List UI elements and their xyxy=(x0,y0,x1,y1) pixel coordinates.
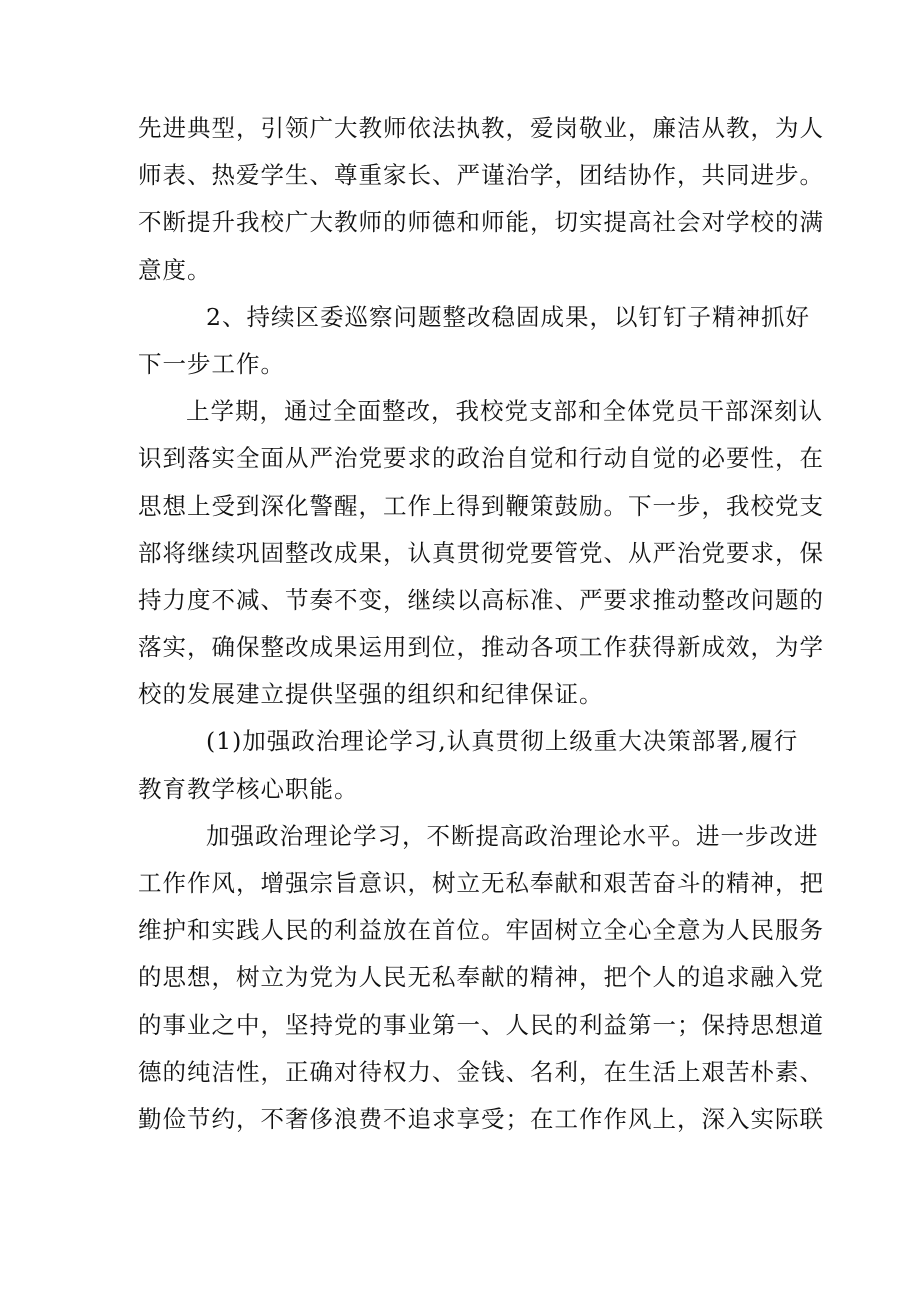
text-line: 勤俭节约，不奢侈浪费不追求享受；在工作作风上，深入实际联 xyxy=(138,1104,824,1133)
text-line: 的事业之中，坚持党的事业第一、人民的利益第一；保持思想道 xyxy=(138,1010,824,1039)
text-line: 落实，确保整改成果运用到位，推动各项工作获得新成效，为学 xyxy=(138,633,824,662)
subsection-heading-line: 教育教学核心职能。 xyxy=(138,774,359,803)
subsection-heading-line: (1)加强政治理论学习,认真贯彻上级重大决策部署,履行 xyxy=(206,727,799,756)
text-line: 持力度不减、节奏不变，继续以高标准、严要求推动整改问题的 xyxy=(138,585,824,614)
text-line: 维护和实践人民的利益放在首位。牢固树立全心全意为人民服务 xyxy=(138,916,824,945)
text-line: 不断提升我校广大教师的师德和师能，切实提高社会对学校的满 xyxy=(138,208,824,237)
text-line: 意度。 xyxy=(138,255,212,284)
text-line: 部将继续巩固整改成果，认真贯彻党要管党、从严治党要求，保 xyxy=(138,538,824,567)
text-line: 的思想，树立为党为人民无私奉献的精神，把个人的追求融入党 xyxy=(138,963,824,992)
text-line: 思想上受到深化警醒，工作上得到鞭策鼓励。下一步，我校党支 xyxy=(138,491,824,520)
text-line: 上学期，通过全面整改，我校党支部和全体党员干部深刻认 xyxy=(186,397,823,426)
text-line: 识到落实全面从严治党要求的政治自觉和行动自觉的必要性，在 xyxy=(138,444,824,473)
text-line: 工作作风，增强宗旨意识，树立无私奉献和艰苦奋斗的精神，把 xyxy=(138,869,824,897)
section-heading-line: 2、持续区委巡察问题整改稳固成果，以钉钉子精神抓好 xyxy=(206,302,810,331)
text-line: 校的发展建立提供坚强的组织和纪律保证。 xyxy=(138,680,604,709)
text-line: 先进典型，引领广大教师依法执教，爱岗敬业，廉洁从教，为人 xyxy=(138,114,824,142)
section-heading-line: 下一步工作。 xyxy=(138,349,285,378)
text-line: 加强政治理论学习，不断提高政治理论水平。进一步改进 xyxy=(206,821,819,850)
text-line: 师表、热爱学生、尊重家长、严谨治学，团结协作，共同进步。 xyxy=(138,161,824,190)
document-body xyxy=(138,105,824,1143)
text-line: 德的纯洁性，正确对待权力、金钱、名利，在生活上艰苦朴素、 xyxy=(138,1057,824,1086)
